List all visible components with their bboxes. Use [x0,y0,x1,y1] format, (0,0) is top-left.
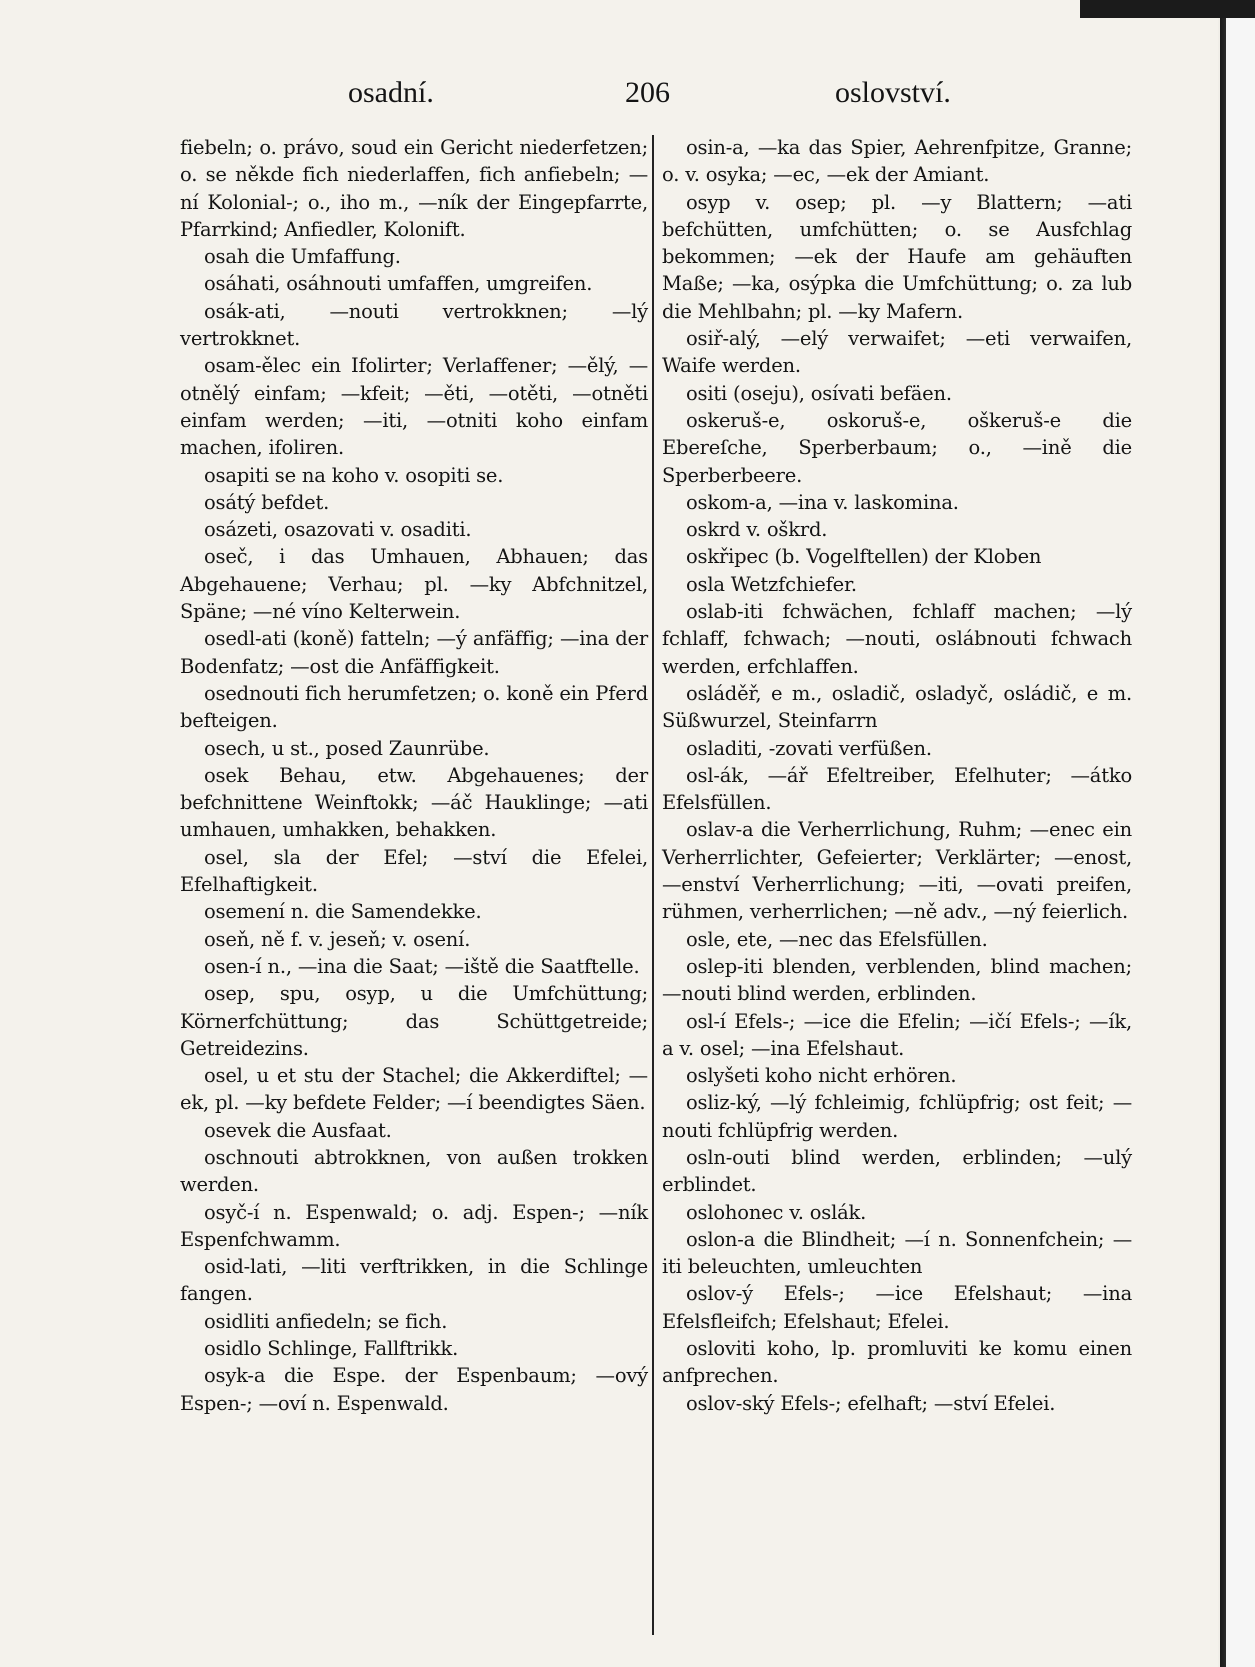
entry: osyč-í n. Espenwald; o. adj. Espen-; —ník Espenfchwamm. [180,1200,648,1251]
entry: osech, u st., posed Zaunrübe. [204,736,490,760]
header-right-word: oslovství. [835,76,951,109]
entry: oskrd v. oškrd. [686,518,828,542]
entry: osedl-ati (koně) fatteln; —ý anfäffig; —ina der Bodenfatz; —ost die Anfäffigkeit. [180,627,648,678]
entry: osliz-ký, —lý fchleimig, fchlüpfrig; ost feit; —nouti fchlüpfrig werden. [662,1091,1132,1142]
page-header [180,76,1160,120]
entry: osel, u et stu der Stachel; die Akkerdiftel; —ek, pl. —ky befdete Felder; —í beendigtes Säen. [180,1064,648,1115]
entry: oslov-ý Efels-; —ice Efelshaut; —ina Efelsfleifch; Efelshaut; Efelei. [662,1282,1132,1333]
entry: osázeti, osazovati v. osaditi. [204,518,472,542]
entry: osid-lati, —liti verftrikken, in die Schlinge fangen. [180,1255,648,1306]
entry: osam-ělec ein Ifolirter; Verlaffener; —ělý, —otnělý einfam; —kfeit; —ěti, —otěti, —otněti einfam werden; —iti, —otniti koho einfam machen, ifoliren. [180,354,648,460]
entry: osidlo Schlinge, Fallftrikk. [204,1337,459,1361]
entry: osla Wetzfchiefer. [686,572,857,596]
entry: osemení n. die Samendekke. [204,900,482,924]
entry: oskom-a, —ina v. laskomina. [686,490,959,514]
entry: osiř-alý, —elý verwaifet; —eti verwaifen, Waife werden. [662,327,1132,378]
entry: osláděř, e m., osladič, osladyč, osládič, e m. Süßwurzel, Steinfarrn [662,681,1132,733]
entry: osloviti koho, lp. promluviti ke komu einen anfprechen. [662,1337,1132,1388]
entry: osel, sla der Efel; —ství die Efelei, Efelhaftigkeit. [180,845,648,897]
entry: osin-a, —ka das Spier, Aehrenfpitze, Granne; o. v. osyka; —ec, —ek der Amiant. [662,136,1132,187]
entry: oslohonec v. oslák. [686,1200,867,1224]
entry: osevek die Ausfaat. [204,1118,392,1142]
entry: osednouti fich herumfetzen; o. koně ein Pferd befteigen. [180,681,648,733]
entry: osidliti anfiedeln; se fich. [204,1309,448,1333]
entry: osyk-a die Espe. der Espenbaum; —ový Espen-; —oví n. Espenwald. [180,1364,648,1415]
entry: osek Behau, etw. Abgehauenes; der befchnittene Weinftokk; —áč Hauklinge; —ati umhauen, umhakken, behakken. [180,763,648,842]
right-column [662,134,1132,1634]
entry: oseč, i das Umhauen, Abhauen; das Abgehauene; Verhau; pl. —ky Abfchnitzel, Späne; —né víno Kelterwein. [180,545,648,624]
scan-corner [1080,0,1255,18]
page-number: 206 [625,76,670,109]
entry: oseň, ně f. v. jeseň; v. osení. [204,927,471,951]
entry: osapiti se na koho v. osopiti se. [204,463,504,487]
entry: oslon-a die Blindheit; —í n. Sonnenfchein; —iti beleuchten, umleuchten [662,1227,1132,1279]
entry: osah die Umfaffung. [204,245,401,269]
entry: osátý befdet. [204,490,330,514]
entry: osle, ete, —nec das Efelsfüllen. [686,927,988,951]
entry: oschnouti abtrokknen, von außen trokken werden. [180,1145,648,1197]
entry: osln-outi blind werden, erblinden; —ulý erblindet. [662,1145,1132,1197]
entry: oskeruš-e, oskoruš-e, oškeruš-e die Ebereſche, Sperberbaum; o., —ině die Sperberbeere. [662,408,1132,487]
entry: osladiti, -zovati verfüßen. [686,736,932,760]
header-left-word: osadní. [348,76,434,109]
entry: oslyšeti koho nicht erhören. [686,1064,957,1088]
entry: ositi (oseju), osívati befäen. [686,381,952,405]
page-edge [1218,0,1255,1667]
entry: oslov-ský Efels-; efelhaft; —ství Efelei. [686,1391,1056,1415]
entry: oslab-iti fchwächen, fchlaff machen; —lý fchlaff, fchwach; —nouti, oslábnouti fchwach werden, erfchlaffen. [662,600,1132,678]
entry: osen-í n., —ina die Saat; —iště die Saatftelle. [204,954,640,978]
left-column [180,134,648,1634]
entry: osáhati, osáhnouti umfaffen, umgreifen. [204,272,593,296]
column-divider [652,135,654,1635]
entry: osák-ati, —nouti vertrokknen; —lý vertrokknet. [180,299,648,351]
entry: oskřipec (b. Vogelftellen) der Kloben [686,545,1042,569]
entry: osep, spu, osyp, u die Umfchüttung; Körnerfchüttung; das Schüttgetreide; Getreidezins. [180,982,648,1060]
entry: oslep-iti blenden, verblenden, blind machen; —nouti blind werden, erblinden. [662,954,1132,1006]
entry: osl-í Efels-; —ice die Efelin; —ičí Efels-; —ík, a v. osel; —ina Efelshaut. [662,1009,1132,1060]
entry: osl-ák, —ář Efeltreiber, Efelhuter; —átko Efelsfüllen. [662,763,1132,815]
entry: oslav-a die Verherrlichung, Ruhm; —enec ein Verherrlichter, Gefeierter; Verklärter; —enost, —enství Verherrlichung; —iti, —ovati preifen, rühmen, verherrlichen; —ně adv., —ný feierlich. [662,818,1132,924]
entry: fiebeln; o. právo, soud ein Gericht niederfetzen; o. se někde fich niederlaffen, fich anfiebeln; —ní Kolonial-; o., iho m., —ník der Eingepfarrte, Pfarrkind; Anfiedler, Kolonift. [180,136,648,241]
entry: osyp v. osep; pl. —y Blattern; —ati befchütten, umfchütten; o. se Ausfchlag bekommen; —ek der Haufe am gehäuften Maße; —ka, osýpka die Umfchüttung; o. za lub die Mehlbahn; pl. —ky Mafern. [662,190,1132,323]
